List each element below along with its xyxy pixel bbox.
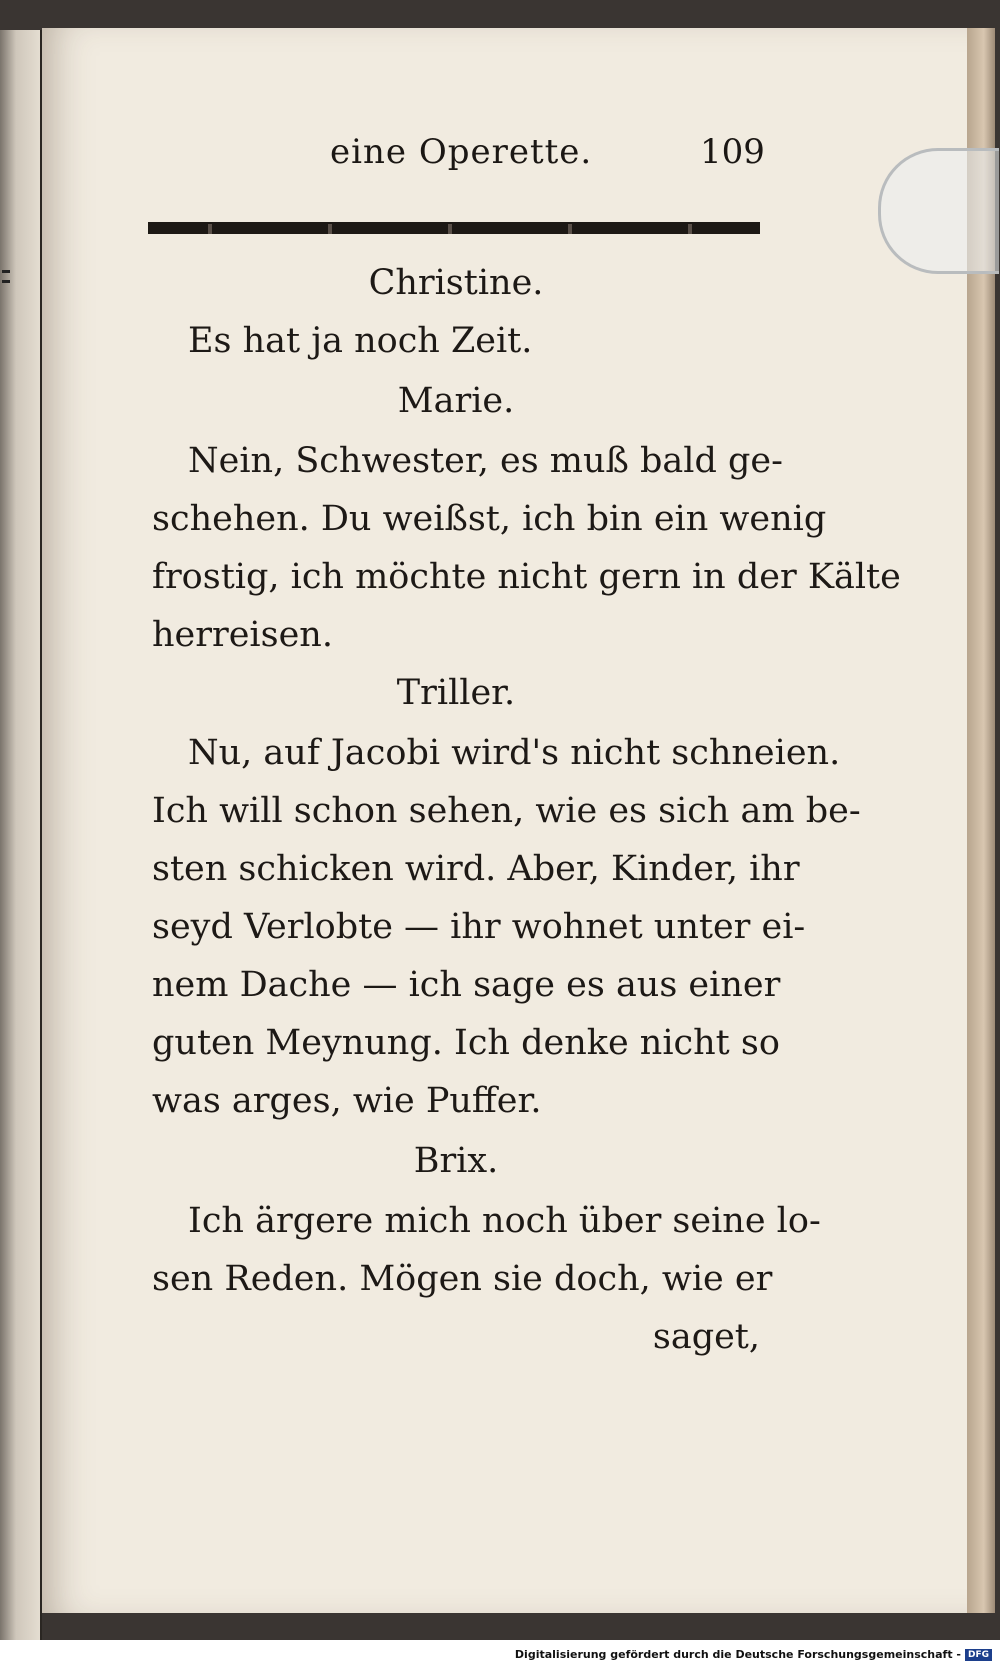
text-line: seyd Verlobte — ihr wohnet unter ei- <box>152 907 806 947</box>
speaker-triller: Triller. <box>396 673 516 713</box>
dfg-logo: DFG <box>965 1649 992 1661</box>
running-title: eine Operette. <box>330 132 593 172</box>
text-line: herreisen. <box>152 615 333 655</box>
text-line: sten schicken wird. Aber, Kinder, ihr <box>152 849 800 889</box>
text-line: frostig, ich möchte nicht gern in der Kälte <box>152 557 901 597</box>
text-line: Nu, auf Jacobi wird's nicht schneien. <box>188 733 841 773</box>
text-line: sen Reden. Mögen sie doch, wie er <box>152 1259 773 1299</box>
edge-mark <box>2 270 10 273</box>
page-number: 109 <box>700 132 765 172</box>
edge-mark <box>2 280 10 283</box>
text-line: was arges, wie Puffer. <box>152 1081 542 1121</box>
page-clip <box>878 148 999 274</box>
text-line: Ich ärgere mich noch über seine lo- <box>188 1201 821 1241</box>
text-line: schehen. Du weißst, ich bin ein wenig <box>152 499 827 539</box>
left-page-edge <box>0 30 42 1640</box>
header-rule <box>148 222 760 234</box>
text-line: Es hat ja noch Zeit. <box>188 321 533 361</box>
speaker-brix: Brix. <box>413 1141 499 1181</box>
text-line: Nein, Schwester, es muß bald ge- <box>188 441 783 481</box>
text-line: Ich will schon sehen, wie es sich am be- <box>152 791 861 831</box>
speaker-marie: Marie. <box>397 381 515 421</box>
digitization-credit <box>515 1648 992 1661</box>
credit-text: Digitalisierung gefördert durch die Deutsche Forschungsgemeinschaft - <box>514 1648 961 1661</box>
text-line: guten Meynung. Ich denke nicht so <box>152 1023 780 1063</box>
text-line: nem Dache — ich sage es aus einer <box>152 965 781 1005</box>
catchword: saget, <box>652 1317 760 1357</box>
speaker-christine: Christine. <box>368 263 544 303</box>
